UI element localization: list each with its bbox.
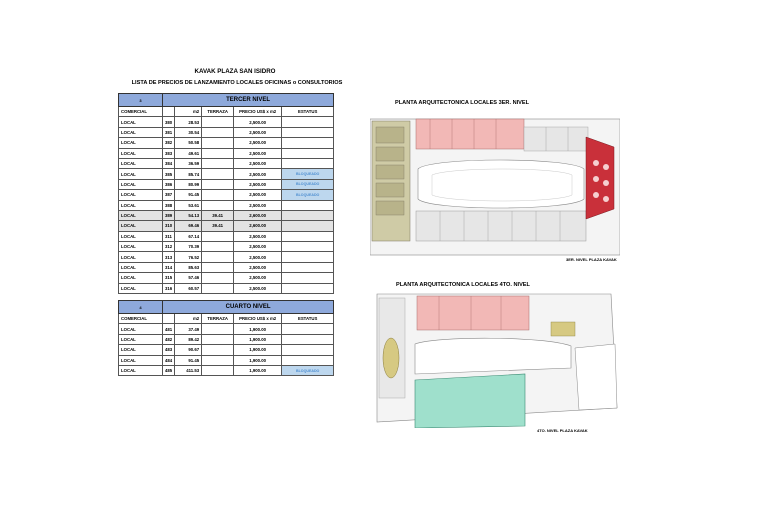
cell-precio: 2,500.00	[234, 262, 282, 272]
cell-m2: 57.46	[175, 273, 202, 283]
header-comercial: COMERCIAL	[119, 107, 163, 117]
cell-local-number: 316	[163, 283, 175, 293]
cell-terraza	[202, 355, 234, 365]
table-row	[119, 262, 334, 272]
header-comercial: COMERCIAL	[119, 314, 163, 324]
cell-estatus: BLOQUEADO	[282, 169, 334, 179]
cell-local-number: 483	[163, 345, 175, 355]
plan-3rd-level-caption: 3ER. NIVEL PLAZA KAVAK	[566, 257, 617, 262]
cell-estatus	[282, 200, 334, 210]
cell-local-number: 312	[163, 242, 175, 252]
cell-local-number: 482	[163, 334, 175, 344]
cell-terraza	[202, 117, 234, 127]
cell-estatus	[282, 273, 334, 283]
cell-m2: 50.58	[175, 138, 202, 148]
cell-tipo: LOCAL	[119, 138, 163, 148]
table-row	[119, 231, 334, 241]
cell-estatus	[282, 221, 334, 231]
table-row	[119, 179, 334, 189]
table-row	[119, 273, 334, 283]
table-row	[119, 355, 334, 365]
cell-tipo: LOCAL	[119, 242, 163, 252]
level-title: TERCER NIVEL	[163, 94, 334, 107]
table-row	[119, 252, 334, 262]
cell-local-number: 387	[163, 190, 175, 200]
cell-precio: 2,500.00	[234, 283, 282, 293]
cell-terraza	[202, 334, 234, 344]
cell-terraza	[202, 231, 234, 241]
floor-plan-4th-level	[375, 288, 620, 428]
header-id	[163, 107, 175, 117]
header-estatus: ESTATUS	[282, 107, 334, 117]
cuarto-nivel-price-table	[118, 300, 334, 376]
cell-tipo: LOCAL	[119, 324, 163, 334]
table-row	[119, 138, 334, 148]
cell-terraza	[202, 127, 234, 137]
cell-tipo: LOCAL	[119, 283, 163, 293]
cell-m2: 76.52	[175, 252, 202, 262]
cell-m2: 91.45	[175, 355, 202, 365]
cell-estatus	[282, 283, 334, 293]
cell-tipo: LOCAL	[119, 345, 163, 355]
level-title: CUARTO NIVEL	[163, 301, 334, 314]
cell-terraza	[202, 169, 234, 179]
cell-estatus	[282, 345, 334, 355]
table-row	[119, 345, 334, 355]
header-m2: m2	[175, 107, 202, 117]
cell-m2: 85.74	[175, 169, 202, 179]
cell-estatus	[282, 210, 334, 220]
cell-tipo: LOCAL	[119, 169, 163, 179]
table-row	[119, 283, 334, 293]
cell-local-number: 388	[163, 200, 175, 210]
cell-terraza	[202, 148, 234, 158]
cell-local-number: 380	[163, 117, 175, 127]
cell-precio: 2,500.00	[234, 242, 282, 252]
table-header-row	[119, 314, 334, 324]
plan-4th-level-title: PLANTA ARQUITECTONICA LOCALES 4TO. NIVEL	[396, 282, 530, 288]
table-row	[119, 324, 334, 334]
cell-precio: 1,900.00	[234, 334, 282, 344]
cell-local-number: 383	[163, 148, 175, 158]
cell-terraza	[202, 283, 234, 293]
header-precio: PRECIO US$ x m2	[234, 107, 282, 117]
cell-m2: 80.99	[175, 179, 202, 189]
table-row	[119, 221, 334, 231]
cell-estatus	[282, 262, 334, 272]
cell-estatus	[282, 242, 334, 252]
cell-tipo: LOCAL	[119, 231, 163, 241]
cell-m2: 67.14	[175, 231, 202, 241]
cell-tipo: LOCAL	[119, 158, 163, 168]
table-row	[119, 127, 334, 137]
cell-precio: 2,600.00	[234, 210, 282, 220]
cell-terraza	[202, 138, 234, 148]
cell-tipo: LOCAL	[119, 355, 163, 365]
cell-tipo: LOCAL	[119, 148, 163, 158]
cell-local-number: 382	[163, 138, 175, 148]
table-row	[119, 148, 334, 158]
header-terraza: TERRAZA	[202, 107, 234, 117]
cell-precio: 2,500.00	[234, 158, 282, 168]
cell-local-number: 481	[163, 324, 175, 334]
cell-tipo: LOCAL	[119, 190, 163, 200]
tercer-nivel-price-table	[118, 93, 334, 294]
cell-m2: 53.61	[175, 200, 202, 210]
table-row	[119, 169, 334, 179]
table-row	[119, 117, 334, 127]
cell-local-number: 315	[163, 273, 175, 283]
cell-m2: 54.13	[175, 210, 202, 220]
table-header-row	[119, 107, 334, 117]
level-number: 4	[119, 301, 163, 314]
cell-m2: 69.46	[175, 221, 202, 231]
cell-terraza	[202, 252, 234, 262]
table-row	[119, 158, 334, 168]
cell-estatus	[282, 127, 334, 137]
cell-local-number: 310	[163, 221, 175, 231]
cell-precio: 2,500.00	[234, 138, 282, 148]
cell-precio: 1,900.00	[234, 355, 282, 365]
cell-m2: 49.61	[175, 148, 202, 158]
cell-estatus	[282, 158, 334, 168]
cell-local-number: 381	[163, 127, 175, 137]
cell-tipo: LOCAL	[119, 127, 163, 137]
table-row	[119, 365, 334, 375]
cell-local-number: 385	[163, 169, 175, 179]
cell-tipo: LOCAL	[119, 200, 163, 210]
cell-terraza: 39.41	[202, 210, 234, 220]
cell-estatus	[282, 334, 334, 344]
cell-local-number: 386	[163, 179, 175, 189]
cell-terraza	[202, 273, 234, 283]
cell-precio: 1,900.00	[234, 324, 282, 334]
plan-3rd-level-title: PLANTA ARQUITECTONICA LOCALES 3ER. NIVEL	[395, 100, 530, 106]
plan-4th-level-caption: 4TO. NIVEL PLAZA KAVAK	[537, 428, 588, 433]
cell-m2: 89.42	[175, 334, 202, 344]
cell-m2: 70.39	[175, 242, 202, 252]
cell-precio: 2,500.00	[234, 169, 282, 179]
cell-m2: 37.49	[175, 324, 202, 334]
cell-tipo: LOCAL	[119, 210, 163, 220]
cell-estatus	[282, 355, 334, 365]
cell-m2: 28.53	[175, 117, 202, 127]
cell-precio: 2,500.00	[234, 200, 282, 210]
cell-local-number: 389	[163, 210, 175, 220]
cell-terraza	[202, 242, 234, 252]
table-row	[119, 334, 334, 344]
cell-tipo: LOCAL	[119, 179, 163, 189]
cell-m2: 30.54	[175, 127, 202, 137]
level-band	[119, 94, 334, 107]
document-title: KAVAK PLAZA SAN ISIDRO	[194, 68, 276, 75]
cell-estatus	[282, 148, 334, 158]
cell-estatus: BLOQUEADO	[282, 190, 334, 200]
level-band	[119, 301, 334, 314]
cell-tipo: LOCAL	[119, 221, 163, 231]
cell-local-number: 484	[163, 355, 175, 365]
cell-estatus	[282, 252, 334, 262]
cell-m2: 411.53	[175, 365, 202, 375]
cell-tipo: LOCAL	[119, 365, 163, 375]
cell-estatus: BLOQUEADO	[282, 179, 334, 189]
header-terraza: TERRAZA	[202, 314, 234, 324]
table-row	[119, 210, 334, 220]
cell-m2: 36.59	[175, 158, 202, 168]
cell-terraza	[202, 158, 234, 168]
cell-precio: 2,500.00	[234, 231, 282, 241]
table-row	[119, 190, 334, 200]
cell-tipo: LOCAL	[119, 273, 163, 283]
cell-terraza: 39.41	[202, 221, 234, 231]
header-precio: PRECIO US$ x m2	[234, 314, 282, 324]
table-row	[119, 200, 334, 210]
cell-terraza	[202, 324, 234, 334]
cell-precio: 2,500.00	[234, 273, 282, 283]
cell-terraza	[202, 200, 234, 210]
document-subtitle: LISTA DE PRECIOS DE LANZAMIENTO LOCALES OFICINAS o CONSULTORIOS	[131, 80, 343, 86]
cell-m2: 60.57	[175, 283, 202, 293]
cell-tipo: LOCAL	[119, 262, 163, 272]
cell-local-number: 314	[163, 262, 175, 272]
cell-precio: 2,500.00	[234, 179, 282, 189]
cell-precio: 2,500.00	[234, 127, 282, 137]
header-estatus: ESTATUS	[282, 314, 334, 324]
cell-estatus	[282, 324, 334, 334]
cell-tipo: LOCAL	[119, 334, 163, 344]
cell-local-number: 485	[163, 365, 175, 375]
cell-terraza	[202, 262, 234, 272]
cell-local-number: 313	[163, 252, 175, 262]
level-number: 3	[119, 94, 163, 107]
cell-m2: 85.63	[175, 262, 202, 272]
cell-tipo: LOCAL	[119, 252, 163, 262]
cell-precio: 2,500.00	[234, 252, 282, 262]
cell-precio: 1,900.00	[234, 345, 282, 355]
header-id	[163, 314, 175, 324]
cell-tipo: LOCAL	[119, 117, 163, 127]
table-row	[119, 242, 334, 252]
cell-precio: 2,500.00	[234, 190, 282, 200]
floor-plan-3rd-level	[370, 113, 620, 256]
cell-estatus	[282, 138, 334, 148]
cell-m2: 90.67	[175, 345, 202, 355]
cell-precio: 1,900.00	[234, 365, 282, 375]
cell-estatus	[282, 117, 334, 127]
cell-terraza	[202, 345, 234, 355]
cell-m2: 91.45	[175, 190, 202, 200]
cell-precio: 2,500.00	[234, 117, 282, 127]
cell-precio: 2,500.00	[234, 148, 282, 158]
cell-estatus	[282, 231, 334, 241]
cell-terraza	[202, 190, 234, 200]
cell-local-number: 311	[163, 231, 175, 241]
header-m2: m2	[175, 314, 202, 324]
cell-estatus: BLOQUEADO	[282, 365, 334, 375]
cell-terraza	[202, 365, 234, 375]
cell-terraza	[202, 179, 234, 189]
cell-precio: 2,600.00	[234, 221, 282, 231]
cell-local-number: 384	[163, 158, 175, 168]
